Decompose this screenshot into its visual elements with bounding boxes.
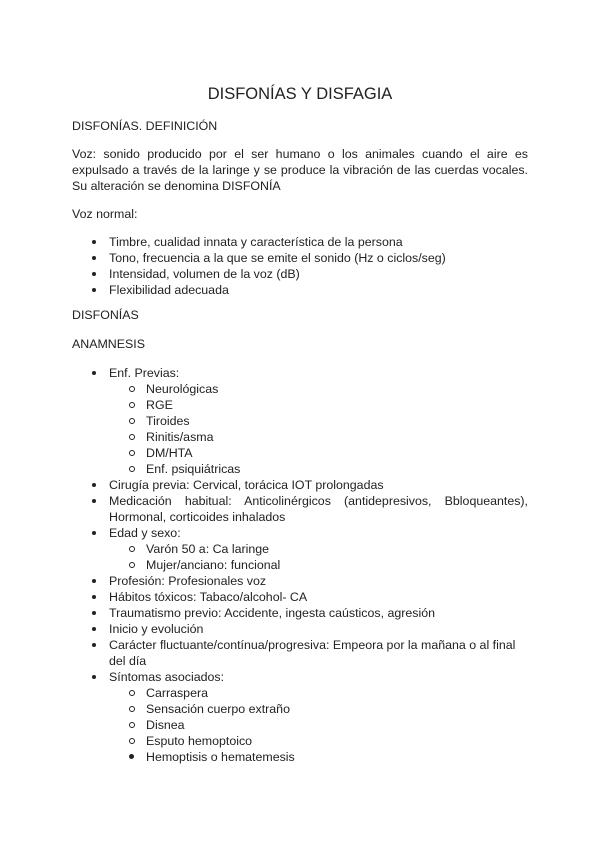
list-item-medication: [72, 493, 528, 525]
sublist-item: Carraspera: [109, 685, 528, 701]
list-item-symptoms: [72, 669, 528, 765]
sublist-previous-diseases: [109, 381, 528, 477]
sublist-item: RGE: [109, 397, 528, 413]
sublist-item: Mujer/anciano: funcional: [109, 557, 528, 573]
section-heading-disfonias: DISFONÍAS: [72, 308, 139, 322]
list-item-surgery: Cirugía previa: Cervical, torácica IOT prolongadas: [72, 477, 528, 493]
sublist-item: DM/HTA: [109, 445, 528, 461]
sublist-item: Hemoptisis o hematemesis: [109, 749, 528, 765]
list-item-profession: Profesión: Profesionales voz: [72, 573, 528, 589]
medication-line-2: Hormonal, corticoides inhalados: [109, 510, 286, 524]
list-item-character: Carácter fluctuante/contínua/progresiva: Empeora por la mañana o al final del día: [72, 637, 528, 669]
sublist-item: Disnea: [109, 717, 528, 733]
list-item: Intensidad, volumen de la voz (dB): [72, 266, 528, 282]
list-item-onset: Inicio y evolución: [72, 621, 528, 637]
list-item-toxic-habits: Hábitos tóxicos: Tabaco/alcohol- CA: [72, 589, 528, 605]
list-item: Flexibilidad adecuada: [72, 282, 528, 298]
sublist-item: Varón 50 a: Ca laringe: [109, 541, 528, 557]
section-heading-anamnesis: ANAMNESIS: [72, 337, 145, 351]
list-item-previous-diseases: [72, 365, 528, 477]
normal-voice-list: [72, 234, 528, 298]
medication-line-1: Medicación habitual: Anticolinérgicos (antidepresivos, Bbloqueantes),: [109, 494, 528, 508]
list-item: Timbre, cualidad innata y característica de la persona: [72, 234, 528, 250]
sublist-item: Tiroides: [109, 413, 528, 429]
definition-paragraph: Voz: sonido producido por el ser humano o los animales cuando el aire es expulsado a través de la laringe y se produce la vibración de las cuerdas vocales. Su alteración se denomina DISFONÍA: [72, 147, 528, 193]
sublist-item: Enf. psiquiátricas: [109, 461, 528, 477]
list-item-age-sex: [72, 525, 528, 573]
normal-voice-label: Voz normal:: [72, 207, 138, 221]
list-item: Tono, frecuencia a la que se emite el sonido (Hz o ciclos/seg): [72, 250, 528, 266]
sublist-symptoms: [109, 685, 528, 765]
list-item-label: Síntomas asociados:: [109, 670, 225, 684]
sublist-item: Rinitis/asma: [109, 429, 528, 445]
list-item-trauma: Traumatismo previo: Accidente, ingesta caústicos, agresión: [72, 605, 528, 621]
sublist-item: Esputo hemoptoico: [109, 733, 528, 749]
anamnesis-list: [72, 365, 528, 765]
list-item-label: Edad y sexo:: [109, 526, 181, 540]
sublist-item: Neurológicas: [109, 381, 528, 397]
section-heading-definition: DISFONÍAS. DEFINICIÓN: [72, 119, 218, 133]
sublist-item: Sensación cuerpo extraño: [109, 701, 528, 717]
list-item-label: Enf. Previas:: [109, 366, 180, 380]
document-title: DISFONÍAS Y DISFAGIA: [207, 85, 393, 103]
sublist-age-sex: [109, 541, 528, 573]
